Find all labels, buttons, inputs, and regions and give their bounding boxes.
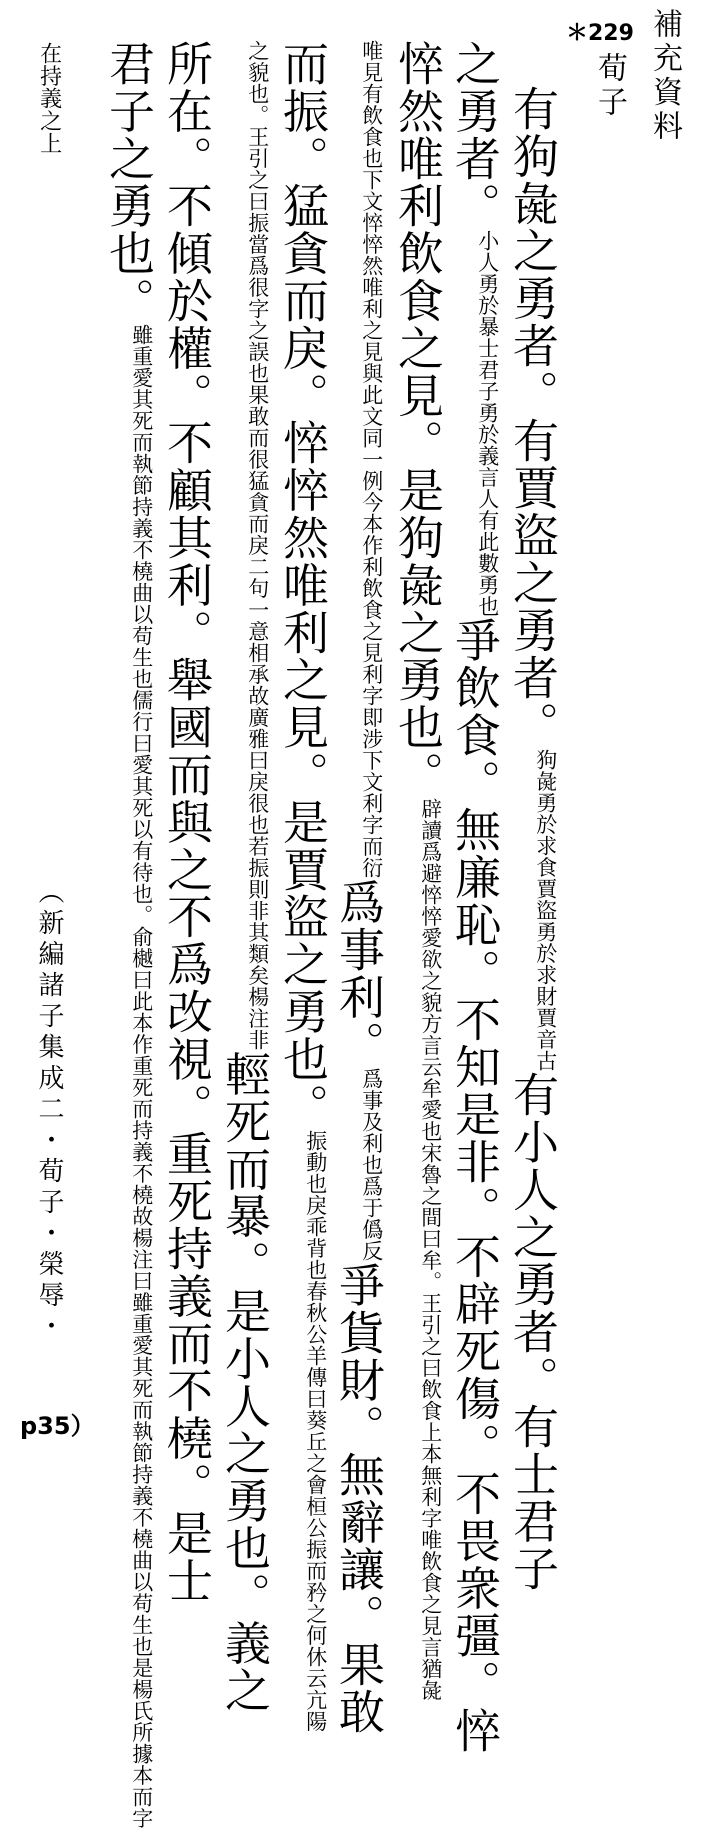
main-text: 輕死而暴。是小人之勇也。義之 xyxy=(218,1050,272,1715)
commentary xyxy=(359,1068,383,1262)
text-column-7 xyxy=(160,40,214,1605)
commentary-line: 死而持義不橈故楊注曰雖重愛其死而執節持義不橈曲以苟生也是楊氏所據本而字 xyxy=(129,1076,154,1829)
commentary-line: 辟讀爲避悴悴愛欲之貌方言云牟愛也宋魯之間曰 xyxy=(418,798,443,1250)
text-column-2 xyxy=(448,40,502,1755)
commentary-line: 小人勇於暴士君子勇 xyxy=(475,229,500,424)
text-column-8 xyxy=(102,40,156,1829)
commentary xyxy=(359,40,383,879)
main-text: 有狗彘之勇者。有賈盜之勇者。 xyxy=(506,85,560,749)
main-text: 之勇者。 xyxy=(448,40,502,230)
commentary xyxy=(303,1130,327,1732)
margin-note-line: 之上 xyxy=(36,109,62,155)
main-text: 所在。不傾於權。不顧其利。舉國而與之不爲改視。重死持義而不橈。是士 xyxy=(160,40,214,1605)
commentary xyxy=(533,749,557,1072)
text-column-4 xyxy=(332,40,386,1736)
commentary-line: 爲于僞反 xyxy=(359,1175,384,1262)
main-text: 悴然唯利飲食之見。是狗彘之勇也。 xyxy=(391,40,445,799)
commentary-line: 振動也戾乖背也春秋公羊傳曰葵 xyxy=(303,1130,328,1432)
commentary xyxy=(475,230,499,617)
entry-number: ＊229 xyxy=(566,21,634,46)
book-title: 荀子 xyxy=(592,52,627,120)
source-page: p35） xyxy=(20,1412,95,1440)
section-title: 補充資料 xyxy=(647,8,682,144)
commentary-line: 雖重愛其死而執節持義不橈曲以苟生也儒行曰愛其死以有待也。俞樾曰此本作重 xyxy=(129,324,154,1077)
main-text: 爲事利。 xyxy=(332,878,386,1069)
commentary-line: 唯見有飲食也下文悴悴然唯利之見與此文同一 xyxy=(359,40,384,470)
margin-note-line: 在持義 xyxy=(36,42,62,110)
main-text: 有小人之勇者。有士君子 xyxy=(506,1071,560,1593)
main-text: 而振。猛貪而戾。悴悴然唯利之見。是賈盜之勇也。 xyxy=(276,40,330,1131)
margin-note xyxy=(36,42,61,155)
text-column-5 xyxy=(276,40,330,1733)
commentary-line: 丘之會桓公振而矜之何休云亢陽 xyxy=(303,1431,328,1733)
commentary xyxy=(245,40,269,1051)
commentary-line: 爲事及利也 xyxy=(359,1068,384,1176)
commentary xyxy=(418,798,442,1701)
commentary-line: 勇於求財賈音古 xyxy=(533,920,558,1072)
commentary-line: 於義言人有此數勇也 xyxy=(475,423,500,617)
commentary-line: 二句一意相承故廣雅曰戾很也若振則非其類矣楊注非 xyxy=(245,556,270,1051)
text-column-6 xyxy=(218,40,272,1715)
text-column-1 xyxy=(506,85,560,1593)
commentary-line: 例今本作利飲食之見利字即涉下文利字而衍 xyxy=(359,470,384,879)
main-text: 君子之勇也。 xyxy=(102,40,156,325)
commentary-line: 牟。王引之曰飲食上本無利字唯飲食之見言猶彘 xyxy=(418,1249,443,1702)
commentary-line: 之貌也。王引之曰振當爲很字之誤也果敢而很猛貪而戾 xyxy=(245,40,270,556)
commentary xyxy=(129,324,153,1829)
commentary-line: 狗彘勇於求食賈盜 xyxy=(533,748,558,921)
source-citation-line: （新編諸子集成二・荀子・榮辱・ xyxy=(34,878,64,1343)
source-citation xyxy=(36,878,62,1343)
main-text: 爭貨財。無辭讓。果敢 xyxy=(332,1261,386,1736)
main-text: 爭飲食。無廉恥。不知是非。不辟死傷。不畏衆彊。悴 xyxy=(448,616,502,1755)
text-column-3 xyxy=(391,40,445,1702)
